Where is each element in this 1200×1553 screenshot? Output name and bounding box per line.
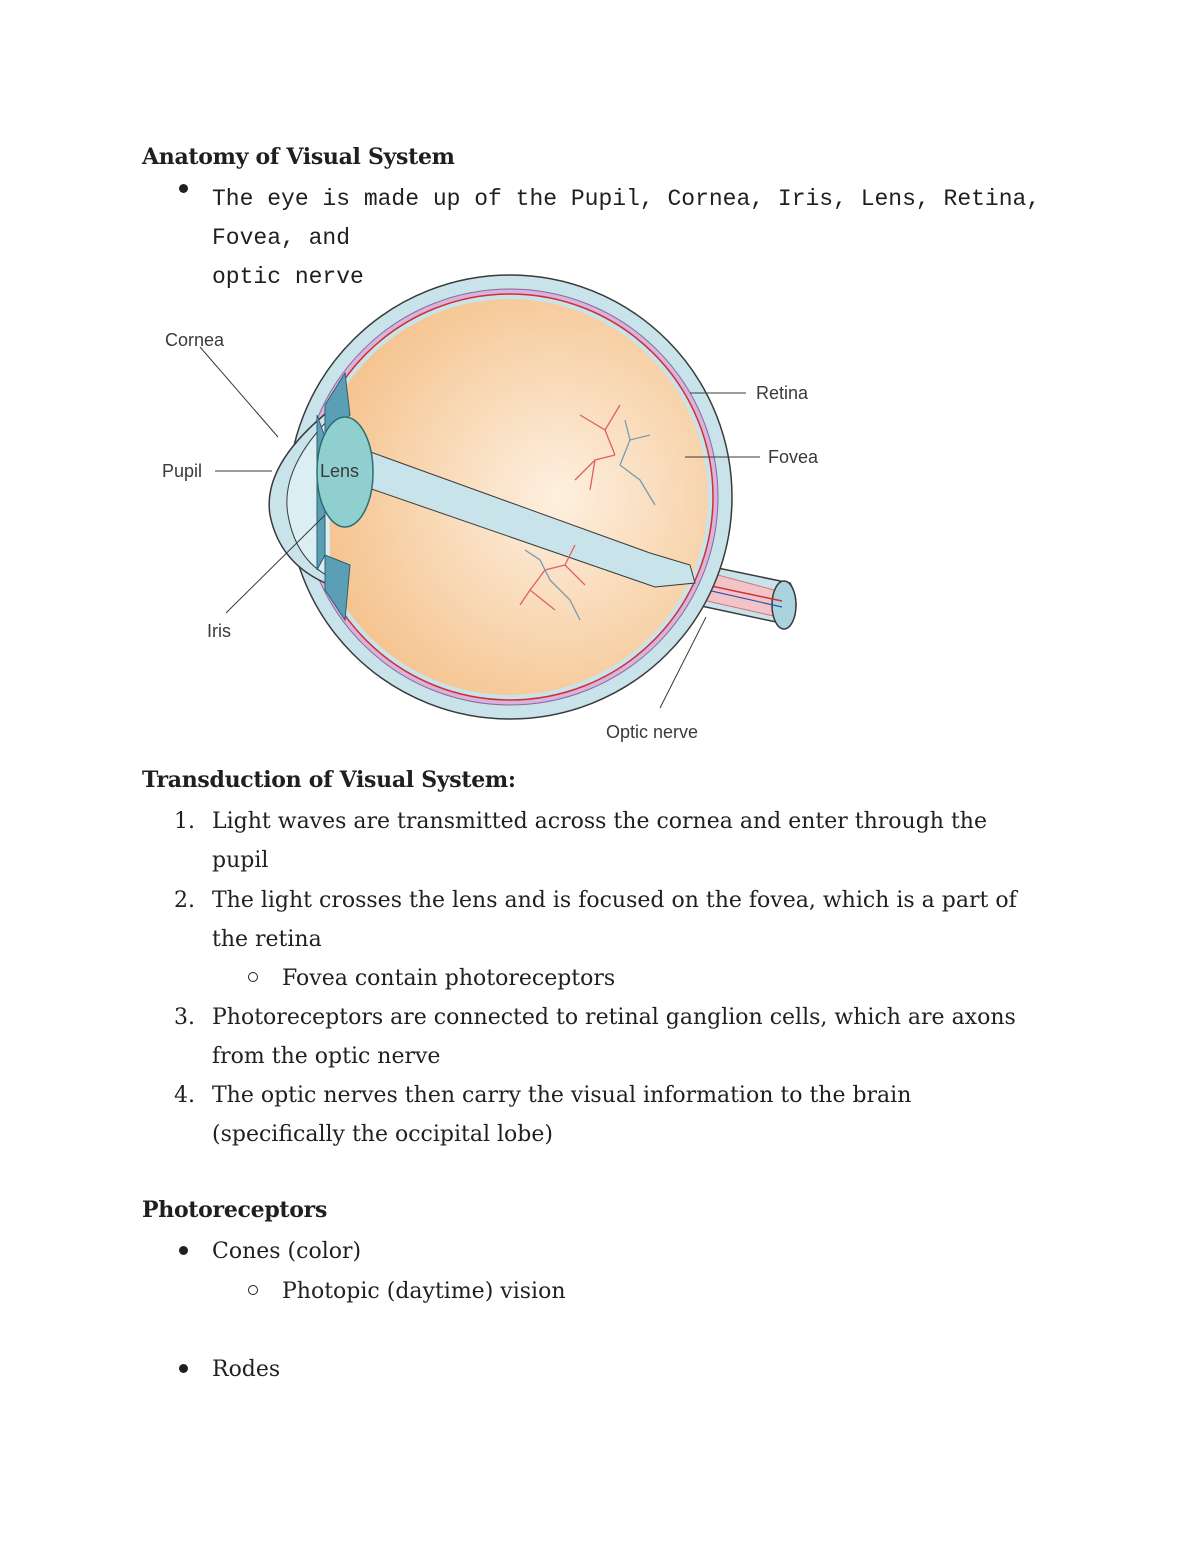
- label-iris: Iris: [207, 621, 231, 641]
- list-item-text: [212, 998, 1050, 1076]
- bullet-dot: [170, 1350, 212, 1389]
- list-item-text: [212, 881, 1050, 959]
- list-item-line: The optic nerves then carry the visual information to the brain: [212, 1083, 912, 1108]
- bullet-circle: [240, 959, 282, 998]
- list-item-text: [212, 802, 1050, 880]
- list-item-line: (specifically the occipital lobe): [212, 1122, 553, 1147]
- list-item: [170, 1232, 1050, 1271]
- list-number: 1.: [174, 809, 195, 834]
- sub-list-item: [240, 959, 1040, 998]
- list-number: 4.: [174, 1083, 195, 1108]
- list-item-text: Cones (color): [212, 1239, 362, 1264]
- list-item-line: Photoreceptors are connected to retinal ganglion cells, which are axons: [212, 1005, 1016, 1030]
- vitreous-body: [312, 299, 708, 695]
- list-number: 3.: [174, 1005, 195, 1030]
- list-item-line: The eye is made up of the Pupil, Cornea, Iris, Lens, Retina, Fovea, and: [212, 186, 1041, 251]
- sub-list-item: [240, 1272, 1040, 1311]
- list-item: [170, 802, 1050, 880]
- label-cornea: Cornea: [165, 330, 225, 350]
- list-item-line: The light crosses the lens and is focused on the fovea, which is a part of: [212, 888, 1017, 913]
- list-item: [170, 881, 1050, 959]
- sub-list-item-text: Fovea contain photoreceptors: [282, 966, 616, 991]
- list-item-text: [212, 1076, 1050, 1154]
- label-optic-nerve: Optic nerve: [606, 722, 699, 742]
- heading-photoreceptors: Photoreceptors: [142, 1197, 328, 1223]
- list-item-text: Rodes: [212, 1357, 281, 1382]
- list-item-line: pupil: [212, 848, 269, 873]
- list-item-line: optic nerve: [212, 264, 364, 290]
- label-retina: Retina: [756, 383, 809, 403]
- list-item: [170, 1076, 1050, 1154]
- heading-transduction: Transduction of Visual System:: [142, 767, 516, 793]
- label-pupil: Pupil: [162, 461, 203, 481]
- list-item-line: from the optic nerve: [212, 1044, 441, 1069]
- list-item-line: the retina: [212, 927, 322, 952]
- eye-anatomy-diagram: [150, 265, 850, 755]
- sub-list-item-text: Photopic (daytime) vision: [282, 1279, 566, 1304]
- list-item: [170, 1350, 1050, 1389]
- list-item-line: Light waves are transmitted across the cornea and enter through the: [212, 809, 987, 834]
- list-number: 2.: [174, 888, 195, 913]
- label-fovea: Fovea: [768, 447, 819, 467]
- list-item: [170, 998, 1050, 1076]
- label-lens: Lens: [320, 461, 360, 481]
- bullet-circle: [240, 1272, 282, 1311]
- heading-anatomy: Anatomy of Visual System: [142, 144, 455, 170]
- bullet-dot: [170, 1232, 212, 1271]
